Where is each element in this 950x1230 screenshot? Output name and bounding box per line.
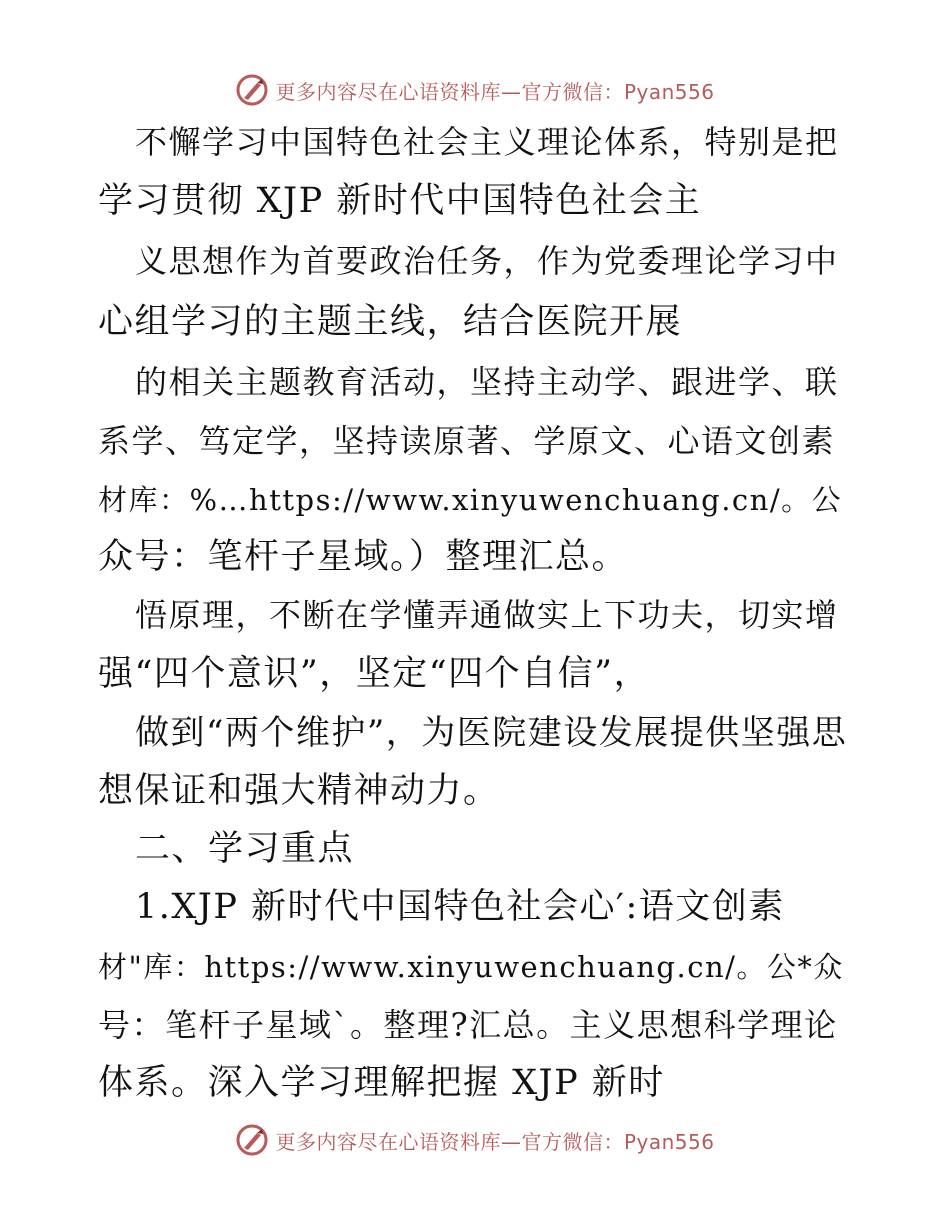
quill-logo-icon bbox=[235, 1123, 269, 1157]
text-line: 系学、笃定学，坚持读原著、学原文、心语文创素 bbox=[98, 422, 836, 460]
text-line: 想保证和强大精神动力。 bbox=[98, 771, 500, 811]
text-line: 1.XJP 新时代中国特色社会心′:语文创素 bbox=[135, 887, 785, 927]
watermark-footer bbox=[0, 1120, 950, 1160]
text-line: 体系。深入学习理解把握 XJP 新时 bbox=[98, 1063, 665, 1103]
text-line: 号：笔杆子星域`。整理?汇总。主义思想科学理论 bbox=[98, 1006, 838, 1044]
text-line: 做到“两个维护”，为医院建设发展提供坚强思 bbox=[135, 713, 848, 753]
text-line: 强“四个意识”，坚定“四个自信”， bbox=[98, 654, 651, 694]
text-line: 义思想作为首要政治任务，作为党委理论学习中 bbox=[135, 242, 839, 280]
text-line: 不懈学习中国特色社会主义理论体系，特别是把 bbox=[135, 123, 839, 161]
text-line: 悟原理，不断在学懂弄通做实上下功夫，切实增 bbox=[135, 596, 839, 634]
quill-logo-icon bbox=[235, 73, 269, 107]
text-line: 材"库：https://www.xinyuwenchuang.cn/。公*众 bbox=[98, 950, 844, 984]
text-line: 学习贯彻 XJP 新时代中国特色社会主 bbox=[98, 181, 702, 221]
watermark-text: 更多内容尽在心语资料库—官方微信：Pyan556 bbox=[275, 79, 715, 104]
text-line: 的相关主题教育活动，坚持主动学、跟进学、联 bbox=[135, 363, 839, 401]
watermark-text: 更多内容尽在心语资料库—官方微信：Pyan556 bbox=[275, 1129, 715, 1154]
watermark-header bbox=[0, 70, 950, 110]
text-line: 众号：笔杆子星域。）整理汇总。 bbox=[98, 537, 629, 577]
text-line: 材库：%…https://www.xinyuwenchuang.cn/。公 bbox=[98, 483, 843, 517]
section-heading: 二、学习重点 bbox=[135, 829, 355, 869]
text-line: 心组学习的主题主线，结合医院开展 bbox=[98, 302, 683, 342]
